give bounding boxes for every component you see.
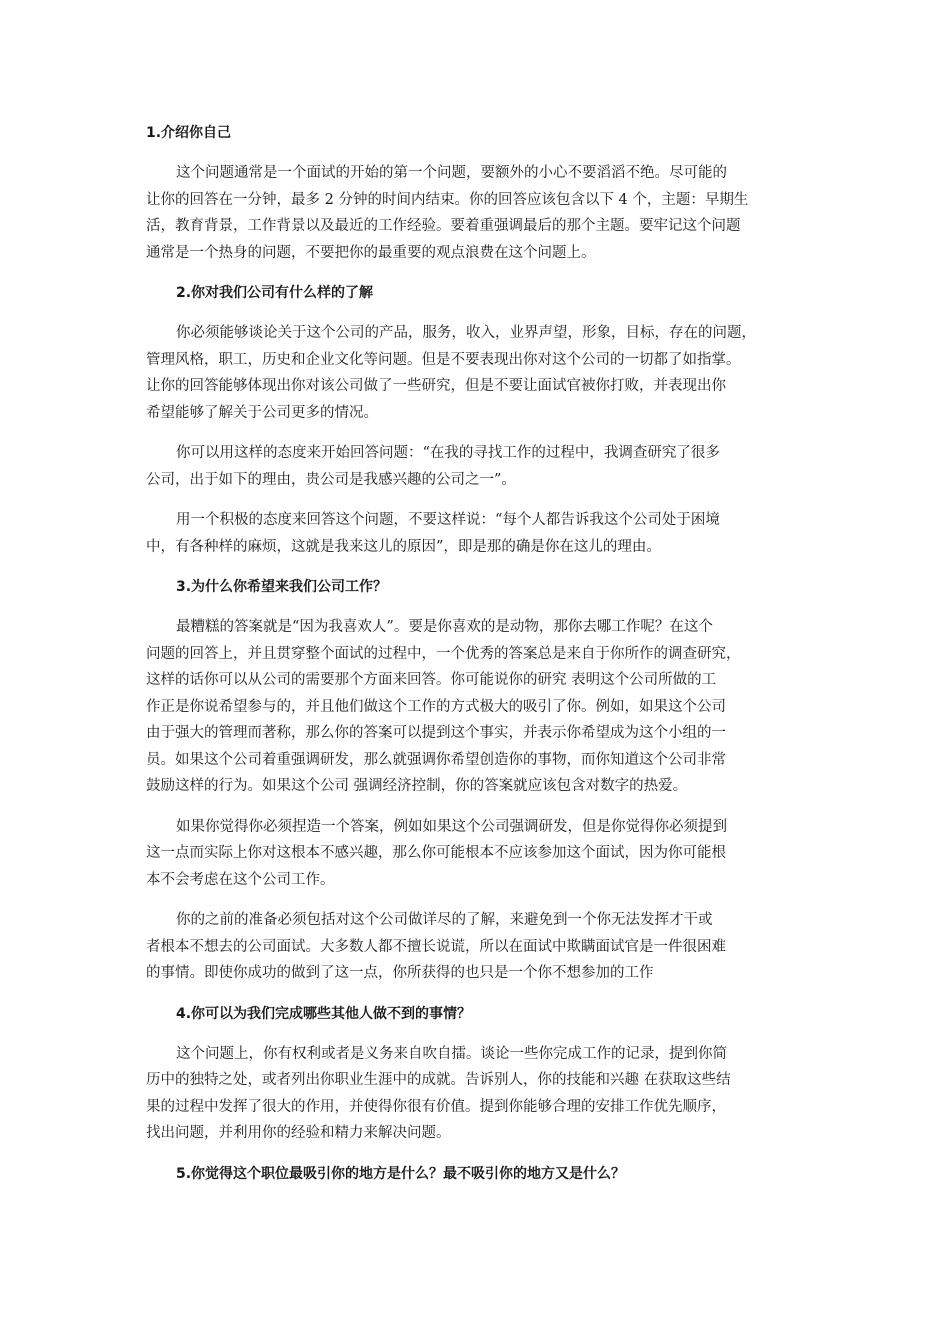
text-line: 这个问题通常是一个面试的开始的第一个问题，要额外的小心不要滔滔不绝。尽可能的 — [176, 165, 727, 181]
paragraph — [146, 1041, 810, 1147]
section-heading: 1.介绍你自己 — [146, 125, 232, 141]
text-line: 历中的独特之处，或者列出你职业生涯中的成就。告诉别人，你的技能和兴趣 在获取这些结 — [146, 1072, 731, 1088]
text-line: 由于强大的管理而著称，那么你的答案可以提到这个事实，并表示你希望成为这个小组的一 — [146, 725, 726, 741]
paragraph — [146, 614, 810, 800]
text-line: 的事情。即使你成功的做到了这一点，你所获得的也只是一个你不想参加的工作 — [146, 965, 654, 981]
paragraph — [146, 814, 810, 894]
text-line: 本不会考虑在这个公司工作。 — [146, 871, 335, 888]
paragraph — [146, 907, 810, 987]
text-line: 者根本不想去的公司面试。大多数人都不擅长说谎，所以在面试中欺瞒面试官是一件很困难 — [146, 938, 726, 955]
paragraph — [146, 507, 810, 560]
text-line: 鼓励这样的行为。如果这个公司 强调经济控制，你的答案就应该包含对数字的热爱。 — [146, 778, 688, 794]
section-heading: 5.你觉得这个职位最吸引你的地方是什么？最不吸引你的地方又是什么？ — [176, 1165, 626, 1182]
text-line: 用一个积极的态度来回答这个问题，不要这样说：“每个人都告诉我这个公司处于困境 — [176, 512, 720, 528]
text-line: 这个问题上，你有权利或者是义务来自吹自擂。谈论一些你完成工作的记录，提到你简 — [176, 1045, 727, 1062]
text-line: 中，有各种样的麻烦，这就是我来这儿的原因”，即是那的确是你在这儿的理由。 — [146, 538, 661, 555]
text-line: 你必须能够谈论关于这个公司的产品，服务，收入，业界声望，形象，目标，存在的问题， — [176, 325, 756, 341]
text-line: 通常是一个热身的问题，不要把你的最重要的观点浪费在这个问题上。 — [146, 244, 596, 261]
text-line: 管理风格，职工，历史和企业文化等问题。但是不要表现出你对这个公司的一切都了如指掌。 — [146, 351, 741, 368]
text-line: 希望能够了解关于公司更多的情况。 — [146, 404, 378, 421]
paragraph — [146, 320, 810, 426]
text-line: 公司，出于如下的理由，贵公司是我感兴趣的公司之一”。 — [146, 471, 516, 488]
text-line: 这样的话你可以从公司的需要那个方面来回答。你可能说你的研究 表明这个公司所做的工 — [146, 672, 717, 688]
text-line: 员。如果这个公司着重强调研发，那么就强调你希望创造你的事物，而你知道这个公司非常 — [146, 751, 726, 768]
text-line: 你的之前的准备必须包括对这个公司做详尽的了解，来避免到一个你无法发挥才干或 — [176, 912, 713, 928]
text-line: 找出问题，并利用你的经验和精力来解决问题。 — [146, 1125, 451, 1141]
text-line: 让你的回答能够体现出你对该公司做了一些研究，但是不要让面试官被你打败，并表现出你 — [146, 378, 726, 394]
text-line: 活，教育背景，工作背景以及最近的工作经验。要着重强调最后的那个主题。要牢记这个问题 — [146, 218, 741, 234]
paragraph — [146, 440, 810, 493]
section-heading: 2.你对我们公司有什么样的了解 — [176, 285, 374, 301]
text-line: 作正是你说希望参与的，并且他们做这个工作的方式极大的吸引了你。例如，如果这个公司 — [146, 698, 726, 715]
text-line: 果的过程中发挥了很大的作用，并使得你很有价值。提到你能够合理的安排工作优先顺序， — [146, 1098, 726, 1115]
text-line: 让你的回答在一分钟，最多 2 分钟的时间内结束。你的回答应该包含以下 4 个，主题：早期生 — [146, 191, 749, 208]
paragraph — [146, 160, 810, 266]
text-line: 你可以用这样的态度来开始回答问题：“在我的寻找工作的过程中，我调查研究了很多 — [176, 445, 720, 461]
section-heading: 4.你可以为我们完成哪些其他人做不到的事情？ — [176, 1005, 472, 1022]
document-body — [146, 120, 810, 1201]
section-heading: 3.为什么你希望来我们公司工作？ — [176, 579, 388, 595]
text-line: 这一点而实际上你对这根本不感兴趣，那么你可能根本不应该参加这个面试，因为你可能根 — [146, 845, 726, 861]
text-line: 如果你觉得你必须捏造一个答案，例如如果这个公司强调研发，但是你觉得你必须提到 — [176, 818, 727, 835]
text-line: 最糟糕的答案就是“因为我喜欢人”。要是你喜欢的是动物，那你去哪工作呢？在这个 — [176, 619, 713, 635]
text-line: 问题的回答上，并且贯穿整个面试的过程中，一个优秀的答案总是来自于你所作的调查研究， — [146, 645, 741, 662]
